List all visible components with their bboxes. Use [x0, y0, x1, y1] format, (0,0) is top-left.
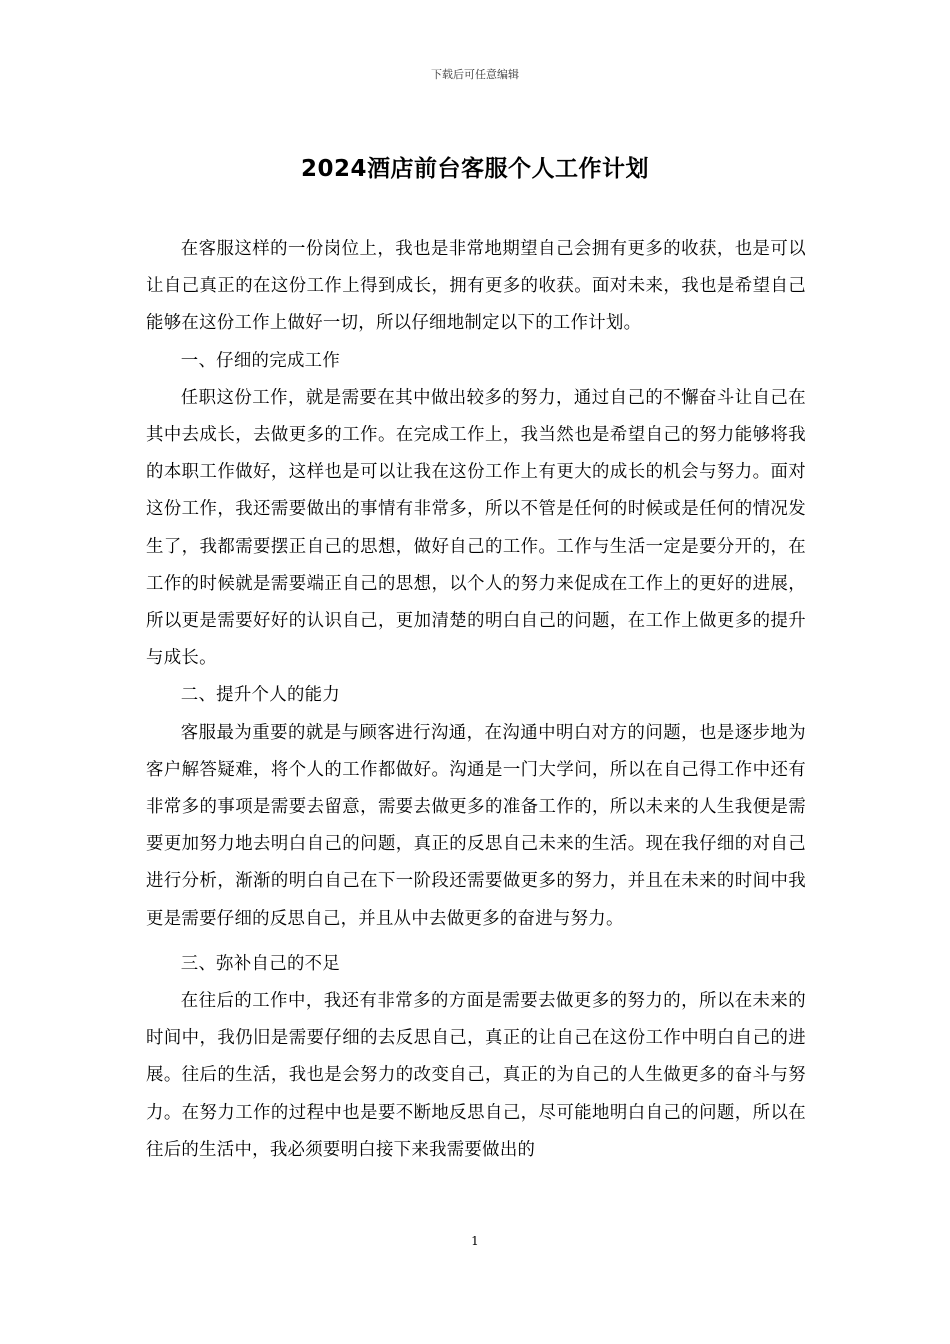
paragraph-section-2: 客服最为重要的就是与顾客进行沟通，在沟通中明白对方的问题，也是逐步地为客户解答疑难，将个人的工作都做好。沟通是一门大学问，所以在自己得工作中还有非常多的事项是需要去留意，需要去做更多的准备工作的，所以未来的人生我便是需要更加努力地去明白自己的问题，真正的反思自己未来的生活。现在我仔细的对自己进行分析，渐渐的明白自己在下一阶段还需要做更多的努力，并且在未来的时间中我更是需要仔细的反思自己，并且从中去做更多的奋进与努力。 — [146, 722, 806, 929]
document-title: 2024酒店前台客服个人工作计划 — [300, 156, 649, 182]
paragraph-section-3: 在往后的工作中，我还有非常多的方面是需要去做更多的努力的，所以在未来的时间中，我仍旧是需要仔细的去反思自己，真正的让自己在这份工作中明白自己的进展。往后的生活，我也是会努力的改变自己，真正的为自己的人生做更多的奋斗与努力。在努力工作的过程中也是要不断地反思自己，尽可能地明白自己的问题，所以在往后的生活中，我必须要明白接下来我需要做出的 — [146, 991, 806, 1160]
paragraph-section-1: 任职这份工作，就是需要在其中做出较多的努力，通过自己的不懈奋斗让自己在其中去成长，去做更多的工作。在完成工作上，我当然也是希望自己的努力能够将我的本职工作做好，这样也是可以让我在这份工作上有更大的成长的机会与努力。面对这份工作，我还需要做出的事情有非常多，所以不管是任何的时候或是任何的情况发生了，我都需要摆正自己的思想，做好自己的工作。工作与生活一定是要分开的，在工作的时候就是需要端正自己的思想，以个人的努力来促成在工作上的更好的进展，所以更是需要好好的认识自己，更加清楚的明白自己的问题，在工作上做更多的提升与成长。 — [146, 387, 806, 669]
page-number: 1 — [471, 1234, 479, 1248]
document-body — [146, 231, 806, 1169]
section-heading-1: 一、仔细的完成工作 — [180, 350, 341, 371]
section-heading-2: 二、提升个人的能力 — [180, 685, 341, 706]
header-note: 下载后可任意编辑 — [431, 68, 519, 81]
section-heading-3: 三、弥补自己的不足 — [180, 953, 341, 974]
paragraph-intro: 在客服这样的一份岗位上，我也是非常地期望自己会拥有更多的收获，也是可以让自己真正的在这份工作上得到成长，拥有更多的收获。面对未来，我也是希望自己能够在这份工作上做好一切，所以仔细地制定以下的工作计划。 — [146, 239, 806, 334]
